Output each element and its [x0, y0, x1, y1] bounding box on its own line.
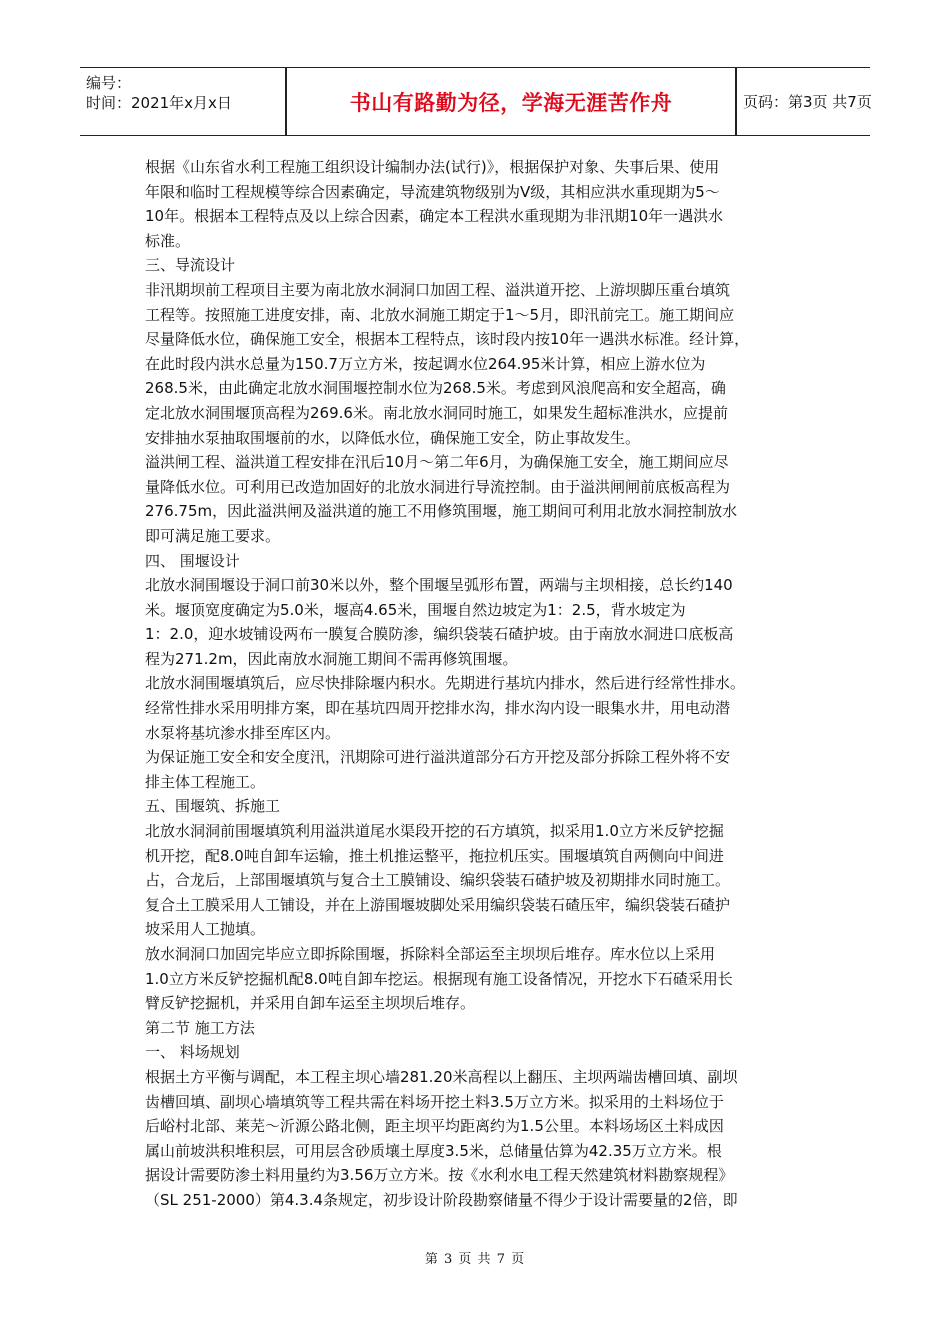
text-line: 工程等。按照施工进度安排，南、北放水洞施工期定于1～5月，即汛前完工。施工期间应: [145, 305, 735, 324]
text-line: 溢洪闸工程、溢洪道工程安排在汛后10月～第二年6月，为确保施工安全，施工期间应尽: [145, 453, 729, 472]
text-line: 尽量降低水位，确保施工安全，根据本工程特点，该时段内按10年一遇洪水标准。经计算，: [145, 330, 750, 349]
text-line: 北放水洞洞前围堰填筑利用溢洪道尾水渠段开挖的石方填筑，拟采用1.0立方米反铲挖掘: [145, 822, 724, 841]
text-line: 268.5米，由此确定北放水洞围堰控制水位为268.5米。考虑到风浪爬高和安全超高，确: [145, 379, 726, 398]
text-line: 四、 围堰设计: [145, 551, 240, 570]
text-line: 非汛期坝前工程项目主要为南北放水洞洞口加固工程、溢洪道开挖、上游坝脚压重台填筑: [145, 280, 731, 299]
text-line: 排主体工程施工。: [145, 772, 266, 791]
text-line: 量降低水位。可利用已改造加固好的北放水洞进行导流控制。由于溢洪闸闸前底板高程为: [145, 477, 731, 496]
text-line: 三、导流设计: [145, 256, 236, 275]
text-line: 据设计需要防渗土料用量约为3.56万立方米。按《水利水电工程天然建筑材料勘察规程》: [145, 1166, 734, 1185]
text-line: （SL 251-2000）第4.3.4条规定，初步设计阶段勘察储量不得少于设计需要量的2倍，即: [145, 1190, 738, 1209]
text-line: 第二节 施工方法: [145, 1018, 255, 1037]
text-line: 齿槽回填、副坝心墙填筑等工程共需在料场开挖土料3.5万立方米。拟采用的土料场位于: [145, 1092, 724, 1111]
text-line: 根据土方平衡与调配，本工程主坝心墙281.20米高程以上翻压、主坝两端齿槽回填、副坝: [145, 1067, 738, 1086]
text-line: 放水洞洞口加固完毕应立即拆除围堰，拆除料全部运至主坝坝后堆存。库水位以上采用: [145, 945, 716, 963]
text-line: 臂反铲挖掘机，并采用自卸车运至主坝坝后堆存。: [145, 994, 476, 1013]
text-line: 北放水洞围堰设于洞口前30米以外，整个围堰呈弧形布置，两端与主坝相接，总长约140: [145, 576, 733, 595]
text-line: 占，合龙后，上部围堰填筑与复合土工膜铺设、编织袋装石碴护坡及初期排水同时施工。: [145, 871, 731, 890]
header-motto: 书山有路勤为径，学海无涯苦作舟: [349, 90, 673, 115]
document-body: [145, 155, 825, 1213]
page-header: [80, 67, 870, 136]
text-line: 即可满足施工要求。: [145, 526, 281, 545]
text-line: 定北放水洞围堰顶高程为269.6米。南北放水洞同时施工，如果发生超标准洪水，应提前: [145, 403, 728, 422]
text-line: 米。堰顶宽度确定为5.0米，堰高4.65米，围堰自然边坡定为1：2.5，背水坡定为: [145, 600, 686, 619]
text-line: 标准。: [145, 231, 191, 250]
page-footer: 第 3 页 共 7 页: [424, 1252, 526, 1267]
text-line: 根据《山东省水利工程施工组织设计编制办法(试行)》，根据保护对象、失事后果、使用: [145, 158, 720, 176]
text-line: 年限和临时工程规模等综合因素确定，导流建筑物级别为Ⅴ级，其相应洪水重现期为5～: [145, 182, 720, 201]
document-number-label: 编号：: [86, 74, 132, 92]
text-line: 安排抽水泵抽取围堰前的水，以降低水位，确保施工安全，防止事故发生。: [145, 428, 641, 447]
text-line: 276.75m，因此溢洪闸及溢洪道的施工不用修筑围堰，施工期间可利用北放水洞控制放水: [145, 502, 738, 521]
text-line: 复合土工膜采用人工铺设，并在上游围堰坡脚处采用编织袋装石碴压牢，编织袋装石碴护: [145, 895, 731, 914]
text-line: 10年。根据本工程特点及以上综合因素，确定本工程洪水重现期为非汛期10年一遇洪水: [145, 207, 724, 226]
document-date-label: 时间：2021年x月x日: [86, 94, 232, 112]
text-line: 经常性排水采用明排方案，即在基坑四周开挖排水沟，排水沟内设一眼集水井，用电动潜: [145, 699, 731, 718]
text-line: 水泵将基坑渗水排至库区内。: [145, 723, 341, 742]
text-line: 程为271.2m，因此南放水洞施工期间不需再修筑围堰。: [145, 649, 518, 668]
text-line: 属山前坡洪积堆积层，可用层含砂质壤土厚度3.5米，总储量估算为42.35万立方米。根: [145, 1141, 722, 1160]
text-line: 1：2.0，迎水坡铺设两布一膜复合膜防渗，编织袋装石碴护坡。由于南放水洞进口底板高: [145, 625, 734, 644]
text-line: 北放水洞围堰填筑后，应尽快排除堰内积水。先期进行基坑内排水，然后进行经常性排水。: [145, 674, 746, 693]
text-line: 坡采用人工抛填。: [145, 920, 266, 939]
text-line: 一、 料场规划: [145, 1043, 240, 1062]
header-page-info: 页码：第3页 共7页: [743, 93, 872, 111]
header-meta: [80, 68, 285, 135]
text-line: 后峪村北部、莱芜～沂源公路北侧，距主坝平均距离约为1.5公里。本料场场区土料成因: [145, 1117, 724, 1136]
text-line: 机开挖，配8.0吨自卸车运输，推土机推运整平，拖拉机压实。围堰填筑自两侧向中间进: [145, 846, 724, 865]
text-line: 为保证施工安全和安全度汛，汛期除可进行溢洪道部分石方开挖及部分拆除工程外将不安: [145, 748, 731, 767]
text-line: 五、围堰筑、拆施工: [145, 797, 281, 816]
text-line: 1.0立方米反铲挖掘机配8.0吨自卸车挖运。根据现有施工设备情况，开挖水下石碴采用长: [145, 969, 733, 988]
text-line: 在此时段内洪水总量为150.7万立方米，按起调水位264.95米计算，相应上游水位为: [145, 354, 706, 373]
